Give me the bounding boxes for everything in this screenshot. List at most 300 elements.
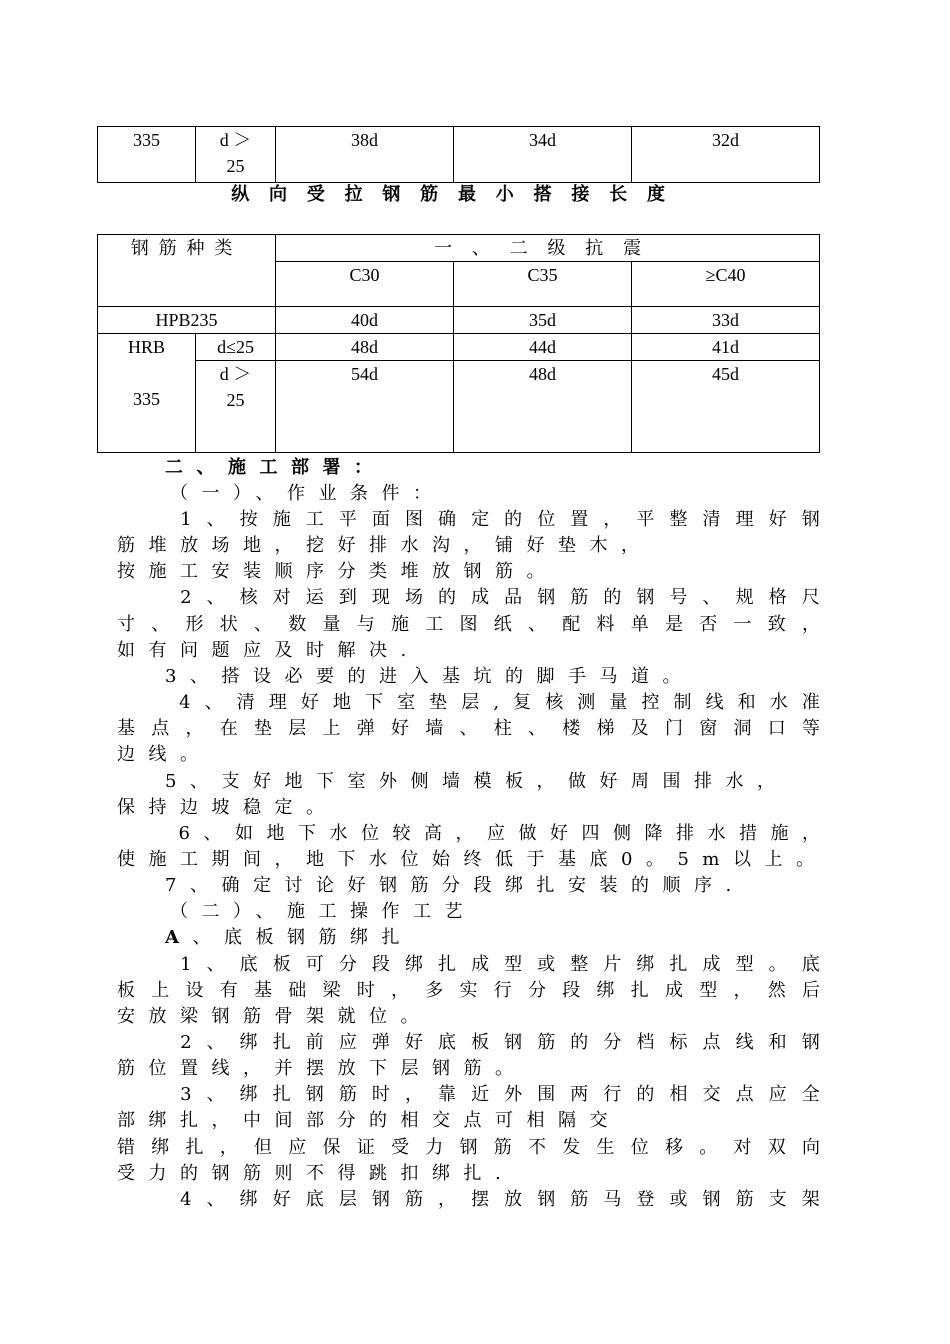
glyph: 成 <box>702 954 721 975</box>
glyph: 4 <box>179 692 191 713</box>
glyph: 基 <box>117 718 135 739</box>
table-row <box>98 307 820 334</box>
glyph: 地 <box>266 823 285 844</box>
item-letter: A <box>165 927 193 948</box>
indent-spacer <box>117 1030 165 1056</box>
glyph: 证 <box>356 1137 375 1158</box>
glyph: 钢 <box>702 1189 721 1210</box>
glyph: 理 <box>268 692 287 713</box>
glyph: 位 <box>630 1137 649 1158</box>
glyph: 筋 <box>404 1189 423 1210</box>
glyph: 量 <box>322 614 341 635</box>
paragraph-line <box>117 1135 820 1161</box>
item-text: 、底板钢筋绑扎 <box>192 927 413 948</box>
value-cell: 45d <box>632 361 820 453</box>
glyph: 交 <box>702 1084 721 1105</box>
glyph: 绑 <box>151 1137 170 1158</box>
paragraph-line-text: 筋位置线，并摆放下层钢筋。 <box>117 1058 527 1079</box>
glyph: 行 <box>603 1084 622 1105</box>
glyph: 底 <box>801 954 820 975</box>
table-header-row <box>98 235 820 262</box>
glyph: 、 <box>459 718 478 739</box>
glyph: 双 <box>767 1137 786 1158</box>
header-seismic-grade: 一、二级抗震 <box>276 235 820 262</box>
glyph: 实 <box>459 980 478 1001</box>
glyph: 绑 <box>404 954 423 975</box>
glyph: 现 <box>371 587 390 608</box>
glyph: 扎 <box>630 980 649 1001</box>
glyph: 洞 <box>733 718 752 739</box>
glyph: 地 <box>332 692 351 713</box>
glyph: 点 <box>151 718 170 739</box>
table-row <box>98 127 820 183</box>
glyph: 段 <box>371 954 390 975</box>
diameter-cell <box>196 361 276 453</box>
glyph: 扎 <box>272 1084 291 1105</box>
glyph: 梁 <box>322 980 341 1001</box>
glyph: ， <box>391 980 409 1001</box>
glyph: 然 <box>767 980 786 1001</box>
glyph: 1 <box>180 509 192 530</box>
glyph: 确 <box>438 509 457 530</box>
paragraph-line-text: 3、搭设必要的进入基坑的脚手马道。 <box>165 666 694 687</box>
glyph: 、 <box>204 692 223 713</box>
glyph: 受 <box>391 1137 409 1158</box>
glyph: 础 <box>288 980 307 1001</box>
paragraph-line <box>165 664 694 690</box>
glyph: 垫 <box>429 692 448 713</box>
glyph: ， <box>801 823 820 844</box>
value-cell: 34d <box>454 127 632 183</box>
glyph: 降 <box>644 823 663 844</box>
glyph: 做 <box>518 823 537 844</box>
glyph: 侧 <box>612 823 631 844</box>
value-cell: 38d <box>276 127 454 183</box>
glyph: 格 <box>768 587 787 608</box>
glyph: 号 <box>669 587 688 608</box>
glyph: 两 <box>570 1084 589 1105</box>
glyph: 和 <box>768 1032 787 1053</box>
glyph: 位 <box>360 823 379 844</box>
glyph: 绑 <box>239 1032 258 1053</box>
glyph: ， <box>733 980 752 1001</box>
glyph: 筋 <box>570 1189 589 1210</box>
glyph: 架 <box>801 1189 820 1210</box>
glyph: 层 <box>288 718 307 739</box>
glyph: 施 <box>272 509 291 530</box>
header-rebar-type: 钢筋种类 <box>98 235 276 307</box>
glyph: 板 <box>272 954 291 975</box>
paragraph-line <box>117 716 820 742</box>
glyph: 楼 <box>562 718 581 739</box>
glyph: 较 <box>392 823 411 844</box>
glyph: 2 <box>180 1032 192 1053</box>
glyph: 扎 <box>669 954 688 975</box>
glyph: 扎 <box>185 1137 204 1158</box>
glyph: 形 <box>185 614 204 635</box>
glyph: 梯 <box>596 718 615 739</box>
glyph: 图 <box>404 509 423 530</box>
value-cell: 44d <box>454 334 632 361</box>
glyph: , <box>493 692 500 713</box>
glyph: 前 <box>305 1032 324 1053</box>
glyph: 窗 <box>699 718 718 739</box>
glyph: 标 <box>669 1032 688 1053</box>
glyph: 整 <box>570 954 589 975</box>
glyph: 一 <box>733 614 752 635</box>
value-cell: 35d <box>454 307 632 334</box>
glyph: 支 <box>768 1189 787 1210</box>
paragraph-line <box>117 690 820 716</box>
diameter-line-1: d ＞ <box>219 364 252 384</box>
indent-spacer <box>117 690 165 716</box>
glyph: 移 <box>665 1137 683 1158</box>
glyph: 3 <box>180 1084 192 1105</box>
diameter-cell: d≤25 <box>196 334 276 361</box>
glyph: 定 <box>471 509 490 530</box>
glyph: 板 <box>117 980 135 1001</box>
glyph: 状 <box>219 614 238 635</box>
glyph: 或 <box>537 954 556 975</box>
value-cell: 41d <box>632 334 820 361</box>
indent-spacer <box>117 507 165 533</box>
glyph: 施 <box>391 614 409 635</box>
paragraph-line <box>117 821 820 847</box>
glyph: 、 <box>206 1032 225 1053</box>
header-c35: C35 <box>454 262 632 307</box>
glyph: 置 <box>570 509 589 530</box>
indent-spacer <box>117 585 165 611</box>
paragraph-line <box>170 899 476 925</box>
header-c40: ≥C40 <box>632 262 820 307</box>
paragraph-line <box>117 1004 432 1030</box>
glyph: 分 <box>603 1032 622 1053</box>
glyph: 、 <box>151 614 170 635</box>
glyph: ， <box>438 1189 457 1210</box>
paragraph-line <box>165 769 788 795</box>
glyph: 时 <box>356 980 375 1001</box>
glyph: 多 <box>425 980 444 1001</box>
glyph: 6 <box>178 823 190 844</box>
glyph: 水 <box>329 823 348 844</box>
glyph: 寸 <box>117 614 135 635</box>
glyph: 筋 <box>537 1032 556 1053</box>
glyph: 否 <box>699 614 718 635</box>
paragraph-line <box>117 1082 820 1108</box>
glyph: 平 <box>338 509 357 530</box>
glyph: 分 <box>338 954 357 975</box>
glyph: 的 <box>603 587 622 608</box>
glyph: 钢 <box>801 509 820 530</box>
indent-spacer <box>117 1187 165 1213</box>
glyph: 工 <box>425 614 444 635</box>
table-row <box>98 361 820 453</box>
glyph: 或 <box>669 1189 688 1210</box>
glyph: 错 <box>117 1137 135 1158</box>
glyph: 摆 <box>471 1189 490 1210</box>
glyph: 的 <box>438 587 457 608</box>
glyph: 、 <box>528 718 546 739</box>
glyph: 下 <box>365 692 383 713</box>
glyph: 清 <box>702 509 721 530</box>
glyph: 复 <box>513 692 532 713</box>
glyph: 4 <box>180 1189 192 1210</box>
glyph: 层 <box>338 1189 357 1210</box>
glyph: 纸 <box>493 614 512 635</box>
glyph: 保 <box>322 1137 341 1158</box>
paragraph-line <box>165 873 745 899</box>
glyph: 、 <box>206 509 225 530</box>
paragraph-line-text: 受力的钢筋则不得跳扣绑扎. <box>117 1163 515 1184</box>
glyph: 、 <box>203 823 222 844</box>
glyph: ， <box>802 614 820 635</box>
glyph: 工 <box>305 509 324 530</box>
indent-spacer <box>117 1082 165 1108</box>
glyph: 近 <box>471 1084 490 1105</box>
glyph: 墙 <box>425 718 444 739</box>
glyph: 成 <box>471 587 490 608</box>
glyph: 时 <box>371 1084 390 1105</box>
glyph: 水 <box>707 823 726 844</box>
glyph: 绑 <box>636 954 655 975</box>
paragraph-line-text <box>165 927 413 948</box>
grade-cell: 335 <box>98 127 196 183</box>
glyph: 全 <box>801 1084 820 1105</box>
glyph: 好 <box>404 1032 423 1053</box>
paragraph-line <box>117 507 820 533</box>
glyph: 按 <box>239 509 258 530</box>
glyph: 钢 <box>504 1032 523 1053</box>
glyph: 平 <box>636 509 655 530</box>
paragraph-line <box>117 795 338 821</box>
glyph: 运 <box>305 587 324 608</box>
glyph: 场 <box>404 587 423 608</box>
glyph: 钢 <box>305 1084 324 1105</box>
glyph: 点 <box>702 1032 721 1053</box>
paragraph-line <box>117 1108 621 1134</box>
glyph: 好 <box>549 823 568 844</box>
glyph: 措 <box>738 823 757 844</box>
paragraph-line-text: 安放梁钢筋骨架就位。 <box>117 1006 432 1027</box>
glyph: 板 <box>471 1032 490 1053</box>
glyph: 底 <box>239 954 258 975</box>
indent-spacer <box>117 821 165 847</box>
glyph: 施 <box>770 823 789 844</box>
glyph: 排 <box>675 823 694 844</box>
glyph: 成 <box>665 980 683 1001</box>
glyph: 核 <box>545 692 564 713</box>
glyph: ， <box>404 1084 423 1105</box>
glyph: 靠 <box>438 1084 457 1105</box>
section-heading: 二、施工部署： <box>165 457 386 478</box>
glyph: 弹 <box>356 718 375 739</box>
glyph: 马 <box>603 1189 622 1210</box>
glyph: 应 <box>768 1084 787 1105</box>
paragraph-line-text: （二）、施工操作工艺 <box>170 901 476 922</box>
glyph: 应 <box>338 1032 357 1053</box>
table-row <box>98 334 820 361</box>
glyph: 测 <box>577 692 596 713</box>
glyph: 点 <box>735 1084 754 1105</box>
glyph: 致 <box>767 614 786 635</box>
glyph: 整 <box>669 509 688 530</box>
paragraph-line <box>117 559 558 585</box>
glyph: 门 <box>665 718 683 739</box>
glyph: 生 <box>596 1137 615 1158</box>
value-cell: 54d <box>276 361 454 453</box>
glyph: 与 <box>356 614 375 635</box>
indent-spacer <box>117 952 165 978</box>
glyph: 上 <box>322 718 341 739</box>
glyph: 高 <box>423 823 442 844</box>
glyph: 筋 <box>338 1084 357 1105</box>
paragraph-line-text: 部绑扎，中间部分的相交点可相隔交 <box>117 1110 621 1131</box>
glyph: 图 <box>459 614 478 635</box>
glyph: 有 <box>219 980 238 1001</box>
glyph: 品 <box>504 587 523 608</box>
glyph: 下 <box>297 823 316 844</box>
value-cell: 48d <box>454 361 632 453</box>
glyph: 钢 <box>371 1189 390 1210</box>
glyph: 但 <box>254 1137 272 1158</box>
glyph: 可 <box>305 954 324 975</box>
table-min-lap-length <box>97 234 820 453</box>
glyph: 上 <box>151 980 170 1001</box>
subsection-heading: （一）、作业条件： <box>170 483 445 504</box>
glyph: 放 <box>504 1189 523 1210</box>
glyph: 登 <box>636 1189 655 1210</box>
paragraph-line-text: 边线。 <box>117 744 212 765</box>
paragraph-line <box>117 978 820 1004</box>
glyph: 准 <box>801 692 820 713</box>
glyph: 、 <box>254 614 272 635</box>
hrb-label-line-2: 335 <box>133 389 160 409</box>
glyph: 量 <box>609 692 628 713</box>
glyph: 绑 <box>239 1084 258 1105</box>
glyph: 制 <box>673 692 692 713</box>
paragraph-line-text: 7、确定讨论好钢筋分段绑扎安装的顺序. <box>165 875 745 896</box>
glyph: 尺 <box>801 587 820 608</box>
glyph: ， <box>219 1137 238 1158</box>
glyph: 及 <box>630 718 649 739</box>
glyph: 数 <box>288 614 307 635</box>
glyph: 、 <box>528 614 546 635</box>
paragraph-line <box>117 612 820 638</box>
glyph: 核 <box>239 587 258 608</box>
value-cell: 40d <box>276 307 454 334</box>
glyph: 层 <box>461 692 480 713</box>
glyph: 的 <box>636 1084 655 1105</box>
paragraph-line <box>117 585 820 611</box>
glyph: 向 <box>802 1137 820 1158</box>
paragraph-line-text: 如有问题应及时解决. <box>117 640 420 661</box>
glyph: 应 <box>288 1137 307 1158</box>
glyph: ， <box>455 823 474 844</box>
paragraph-line-text: 5、支好地下室外侧墙模板，做好周围排水， <box>165 771 789 792</box>
glyph: 型 <box>699 980 718 1001</box>
paragraph-line <box>117 1187 820 1213</box>
glyph: 、 <box>206 954 225 975</box>
glyph: 的 <box>570 1032 589 1053</box>
paragraph-line <box>117 1030 820 1056</box>
glyph: 线 <box>705 692 724 713</box>
glyph: 2 <box>180 587 192 608</box>
glyph: 成 <box>471 954 490 975</box>
glyph: 扎 <box>438 954 457 975</box>
glyph: 底 <box>305 1189 324 1210</box>
glyph: 型 <box>735 954 754 975</box>
diameter-line-2: 25 <box>226 390 245 410</box>
paragraph-line <box>117 638 420 664</box>
glyph: 、 <box>702 587 721 608</box>
glyph: 档 <box>636 1032 655 1053</box>
glyph: 筋 <box>735 1189 754 1210</box>
glyph: 对 <box>733 1137 752 1158</box>
glyph: 发 <box>562 1137 581 1158</box>
glyph: 段 <box>562 980 581 1001</box>
glyph: 口 <box>767 718 786 739</box>
glyph: 设 <box>185 980 204 1001</box>
glyph: 料 <box>596 614 615 635</box>
glyph: 、 <box>206 1084 225 1105</box>
header-c30: C30 <box>276 262 454 307</box>
glyph: 型 <box>504 954 523 975</box>
glyph: 如 <box>234 823 253 844</box>
glyph: 应 <box>486 823 505 844</box>
paragraph-line <box>165 925 413 951</box>
glyph: 片 <box>603 954 622 975</box>
glyph: 等 <box>802 718 820 739</box>
table-lap-length-continued <box>97 126 820 183</box>
glyph: 规 <box>735 587 754 608</box>
glyph: 好 <box>272 1189 291 1210</box>
glyph: 行 <box>493 980 512 1001</box>
glyph: 钢 <box>636 587 655 608</box>
glyph: 对 <box>272 587 291 608</box>
hrb-label <box>98 334 196 453</box>
glyph: 在 <box>219 718 238 739</box>
paragraph-line <box>117 533 653 559</box>
glyph: 清 <box>236 692 255 713</box>
paragraph-line <box>117 742 212 768</box>
table-caption: 纵向受拉钢筋最小搭接长度 <box>231 184 685 205</box>
value-cell: 48d <box>276 334 454 361</box>
paragraph-line <box>117 847 827 873</box>
glyph: 和 <box>737 692 756 713</box>
glyph: 外 <box>504 1084 523 1105</box>
hrb-label-line-1: HRB <box>127 337 165 357</box>
glyph: 水 <box>769 692 788 713</box>
glyph: 。 <box>699 1137 718 1158</box>
glyph: 筋 <box>493 1137 512 1158</box>
glyph: 单 <box>630 614 649 635</box>
glyph: 筋 <box>570 587 589 608</box>
glyph: 。 <box>768 954 787 975</box>
glyph: 钢 <box>459 1137 478 1158</box>
paragraph-line-text: 使施工期间，地下水位始终低于基底0。5m以上。 <box>117 849 828 870</box>
paragraph-line-text: 按施工安装顺序分类堆放钢筋。 <box>117 561 558 582</box>
glyph: 钢 <box>537 1189 556 1210</box>
paragraph-line <box>117 952 820 978</box>
value-cell: 33d <box>632 307 820 334</box>
glyph: 力 <box>425 1137 444 1158</box>
diameter-line-2: 25 <box>226 156 245 176</box>
glyph: 是 <box>665 614 683 635</box>
glyph: 控 <box>641 692 660 713</box>
glyph: 线 <box>735 1032 754 1053</box>
hpb-label: HPB235 <box>98 307 276 334</box>
paragraph-line <box>117 1161 514 1187</box>
